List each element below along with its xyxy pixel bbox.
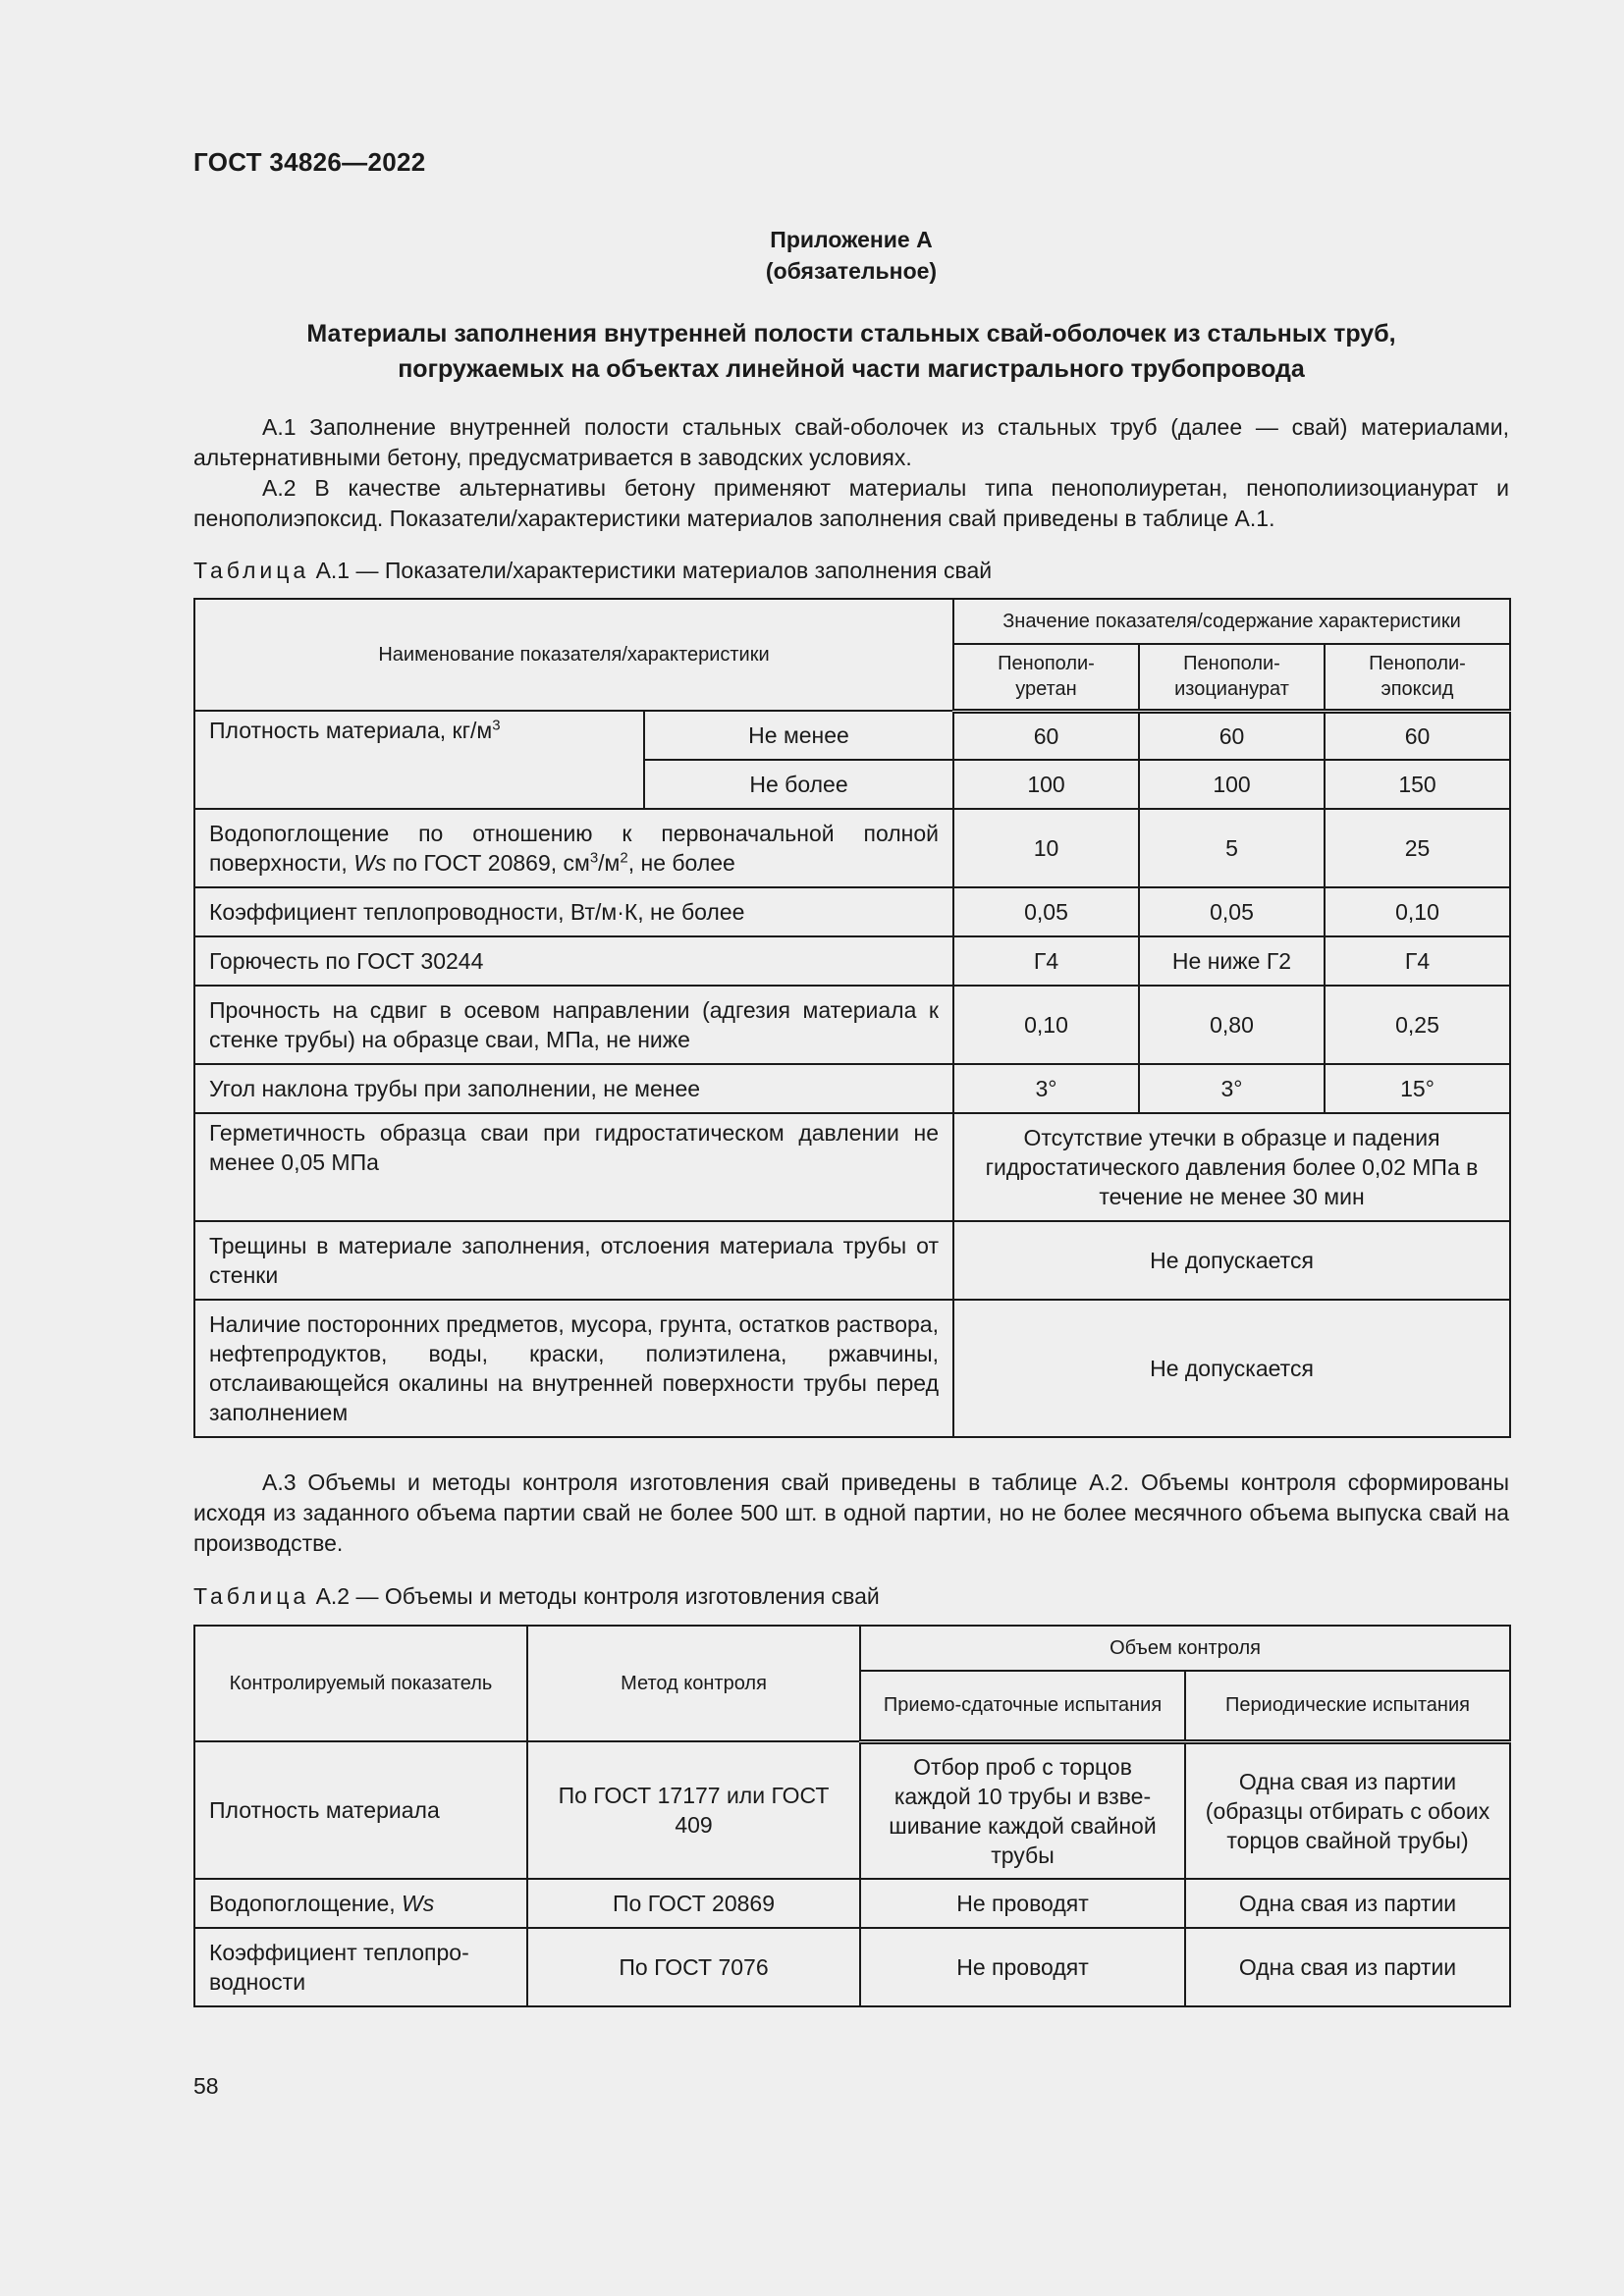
table-a1 bbox=[193, 598, 1511, 1438]
table2-row-method: По ГОСТ 17177 или ГОСТ 409 bbox=[527, 1741, 860, 1879]
tilt-angle-label: Угол наклона трубы при заполнении, не менее bbox=[194, 1064, 953, 1113]
thermal-conductivity-value: 0,05 bbox=[1139, 887, 1325, 936]
density-max-label: Не более bbox=[644, 760, 953, 809]
table2-row-periodic: Одна свая из партии bbox=[1185, 1879, 1510, 1928]
water-absorption-value: 25 bbox=[1325, 809, 1510, 887]
table2-row-acceptance: Отбор проб с торцов каждой 10 трубы и взвешивание каждой свайной трубы bbox=[860, 1741, 1185, 1879]
shear-strength-value: 0,25 bbox=[1325, 986, 1510, 1064]
table2-row-method: По ГОСТ 20869 bbox=[527, 1879, 860, 1928]
appendix-title-line1: Материалы заполнения внутренней полости стальных свай-оболочек из стальных труб, bbox=[306, 320, 1396, 347]
page-number: 58 bbox=[193, 2073, 219, 2099]
flammability-value: Не ниже Г2 bbox=[1139, 936, 1325, 986]
water-absorption-label: Водопоглощение по отношению к первоначальной полной поверхности, Ws по ГОСТ 20869, $см^3/м^2$, не более bbox=[194, 809, 953, 887]
flammability-label: Горючесть по ГОСТ 30244 bbox=[194, 936, 953, 986]
paragraph-a3: А.3 Объемы и методы контроля изготовления свай приведены в таблице А.2. Объемы контроля сформированы исходя из заданного объема партии свай не более 500 шт. в одной партии, но не более месячного объема выпуска свай на производстве. bbox=[193, 1469, 1509, 1556]
table1-head-name: Наименование показателя/характеристики bbox=[194, 599, 953, 711]
table2-row-indicator: Плотность материала bbox=[194, 1741, 527, 1879]
foreign-objects-value: Не допускается bbox=[953, 1300, 1510, 1437]
density-min-value: 60 bbox=[1325, 711, 1510, 760]
appendix-title bbox=[193, 316, 1509, 387]
appendix-title-line2: погружаемых на объектах линейной части магистрального трубопровода bbox=[398, 355, 1305, 383]
table1-caption bbox=[193, 556, 992, 585]
paragraph-a2: А.2 В качестве альтернативы бетону применяют материалы типа пенополиуретан, пенополиизоцианурат и пенополиэпоксид. Показатели/характеристики материалов заполнения свай приведены в таблице А.1. bbox=[193, 475, 1509, 531]
table2-row-indicator: Коэффициент теплопроводности bbox=[194, 1928, 527, 2006]
density-min-label: Не менее bbox=[644, 711, 953, 760]
density-max-value: 100 bbox=[953, 760, 1139, 809]
table2-row-indicator: Водопоглощение, Ws bbox=[194, 1879, 527, 1928]
table2-row-periodic: Одна свая из партии bbox=[1185, 1928, 1510, 2006]
table2-row-acceptance: Не проводят bbox=[860, 1879, 1185, 1928]
cracks-value: Не допускается bbox=[953, 1221, 1510, 1300]
table1-caption-word: Таблица bbox=[193, 558, 310, 583]
table1-head-polyisocyanurate: Пенополи-изоцианурат bbox=[1139, 644, 1325, 711]
density-label: Плотность материала, $кг/м^3$ bbox=[194, 711, 644, 809]
shear-strength-label: Прочность на сдвиг в осевом направлении (адгезия материала к стенке трубы) на образце сваи, МПа, не ниже bbox=[194, 986, 953, 1064]
density-max-value: 150 bbox=[1325, 760, 1510, 809]
table1-head-group: Значение показателя/содержание характеристики bbox=[953, 599, 1510, 644]
appendix-status: (обязательное) bbox=[765, 258, 938, 284]
table2-head-indicator: Контролируемый показатель bbox=[194, 1626, 527, 1741]
appendix-heading bbox=[193, 224, 1509, 287]
density-min-value: 60 bbox=[1139, 711, 1325, 760]
table2-head-acceptance: Приемо-сдаточные испытания bbox=[860, 1671, 1185, 1741]
paragraph-a1: А.1 Заполнение внутренней полости стальных свай-оболочек из стальных труб (далее — свай) материалами, альтернативными бетону, предусматривается в заводских условиях. bbox=[193, 414, 1509, 470]
table1-head-polyurethane: Пенополи-уретан bbox=[953, 644, 1139, 711]
flammability-value: Г4 bbox=[1325, 936, 1510, 986]
shear-strength-value: 0,80 bbox=[1139, 986, 1325, 1064]
table2-row-periodic: Одна свая из партии (образцы отбирать с обоих торцов свайной трубы) bbox=[1185, 1741, 1510, 1879]
water-absorption-value: 5 bbox=[1139, 809, 1325, 887]
shear-strength-value: 0,10 bbox=[953, 986, 1139, 1064]
table2-row-acceptance: Не проводят bbox=[860, 1928, 1185, 2006]
thermal-conductivity-value: 0,05 bbox=[953, 887, 1139, 936]
table2-caption bbox=[193, 1581, 880, 1611]
table-a2 bbox=[193, 1625, 1511, 2007]
paragraph-a3-block bbox=[193, 1468, 1509, 1559]
cracks-label: Трещины в материале заполнения, отслоения материала трубы от стенки bbox=[194, 1221, 953, 1300]
table2-caption-text: А.2 — Объемы и методы контроля изготовления свай bbox=[315, 1583, 880, 1609]
tilt-angle-value: 3° bbox=[953, 1064, 1139, 1113]
thermal-conductivity-value: 0,10 bbox=[1325, 887, 1510, 936]
density-max-value: 100 bbox=[1139, 760, 1325, 809]
document-header: ГОСТ 34826—2022 bbox=[193, 147, 426, 177]
tilt-angle-value: 15° bbox=[1325, 1064, 1510, 1113]
table1-head-polyepoxide: Пенополи-эпоксид bbox=[1325, 644, 1510, 711]
density-min-value: 60 bbox=[953, 711, 1139, 760]
table2-caption-word: Таблица bbox=[193, 1583, 310, 1609]
thermal-conductivity-label: Коэффициент теплопроводности, Вт/м·К, не более bbox=[194, 887, 953, 936]
table1-caption-text: А.1 — Показатели/характеристики материалов заполнения свай bbox=[315, 558, 993, 583]
table2-head-method: Метод контроля bbox=[527, 1626, 860, 1741]
tightness-value: Отсутствие утечки в образце и падения гидростатического давления более 0,02 МПа в течение не менее 30 мин bbox=[953, 1113, 1510, 1221]
table2-row-method: По ГОСТ 7076 bbox=[527, 1928, 860, 2006]
foreign-objects-label: Наличие посторонних предметов, мусора, грунта, остатков раствора, нефтепродуктов, воды, краски, полиэтилена, ржавчины, отслаивающейся окалины на внутренней поверхности трубы перед заполнением bbox=[194, 1300, 953, 1437]
tilt-angle-value: 3° bbox=[1139, 1064, 1325, 1113]
table2-head-group: Объем контроля bbox=[860, 1626, 1510, 1671]
flammability-value: Г4 bbox=[953, 936, 1139, 986]
table2-head-periodic: Периодические испытания bbox=[1185, 1671, 1510, 1741]
intro-paragraphs bbox=[193, 412, 1509, 534]
water-absorption-value: 10 bbox=[953, 809, 1139, 887]
tightness-label: Герметичность образца сваи при гидростатическом давлении не менее 0,05 МПа bbox=[194, 1113, 953, 1221]
appendix-label: Приложение А bbox=[770, 227, 933, 252]
